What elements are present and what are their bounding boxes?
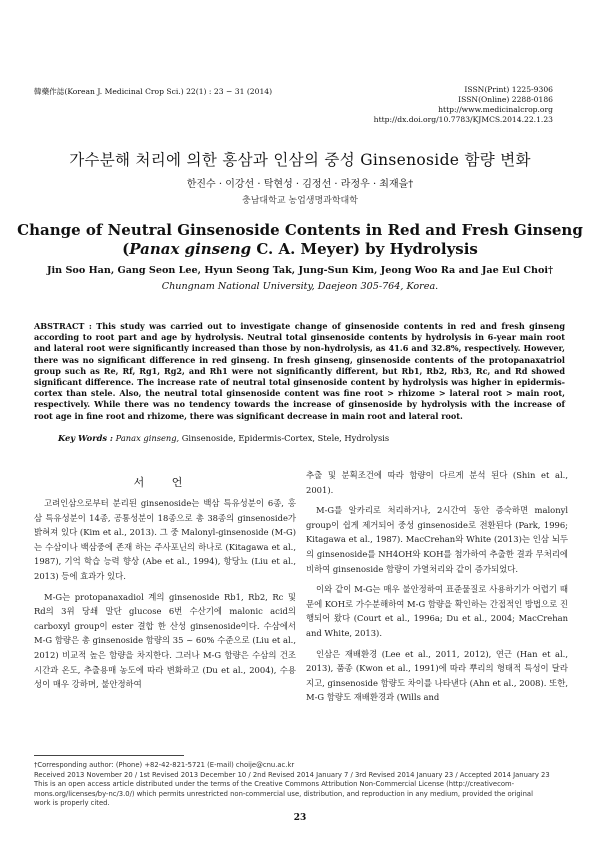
keywords-species: Panax ginseng, xyxy=(115,433,180,443)
body-column-left xyxy=(34,496,296,698)
species-name: Panax ginseng xyxy=(129,239,252,258)
affiliation-english: Chungnam National University, Daejeon 305-764, Korea. xyxy=(161,281,439,292)
authors-english: Jin Soo Han, Gang Seon Lee, Hyun Seong Tak, Jung-Sun Kim, Jeong Woo Ra and Jae Eul Choi† xyxy=(47,265,553,276)
footnotes xyxy=(34,761,566,809)
journal-citation: 韓藥作誌(Korean J. Medicinal Crop Sci.) 22(1) : 23 − 31 (2014) xyxy=(34,87,273,96)
paragraph: M-G는 protopanaxadiol 계의 ginsenoside Rb1, Rb2, Rc 및 Rd의 3위 당쇄 말단 glucose 6번 수산기에 malonic acid의 carboxyl group이 ester 결합 한 산성 ginsenoside이다. 수삼에서 M-G 함량은 총 ginsenoside 함량의 35 ~ 60% 수준으로 (Liu et al., 2012) 비교적 높은 함량을 차지한다. 그러나 M-G 함량은 수삼의 건조 시간과 온도, 추출용매 농도에 따라 변화하고 (Du et al., 2004), 수용성이 매우 강하며, 불안정하여 xyxy=(34,591,296,690)
title-english-line1: Change of Neutral Ginsenoside Contents in Red and Fresh Ginseng xyxy=(17,221,583,239)
issn-online: ISSN(Online) 2288-0186 xyxy=(458,95,553,104)
journal-info xyxy=(333,85,553,125)
received-dates: Received 2013 November 20 / 1st Revised 2013 December 10 / 2nd Revised 2014 January 7 / 3rd Revised 2014 January 23 / Accepted 2014 January 23 xyxy=(34,770,550,779)
footnote-divider xyxy=(34,755,184,756)
page-number: 23 xyxy=(293,813,307,823)
section-heading-introduction: 서 언 xyxy=(133,476,195,489)
affiliation-korean: 충남대학교 농업생명과학대학 xyxy=(242,196,358,206)
corresponding-author: †Corresponding author: (Phone) +82-42-821-5721 (E-mail) choije@cnu.ac.kr xyxy=(34,761,295,769)
license-line: mons.org/licenses/by-nc/3.0/) which permits unrestricted non-commercial use, distribution, and reproduction in any medium, provided the original xyxy=(34,789,533,798)
authors-korean: 한진수 · 이강선 · 탁현성 · 김정선 · 라정우 · 최재을† xyxy=(186,179,414,190)
keywords-label: Key Words : xyxy=(58,433,113,443)
journal-url[interactable]: http://www.medicinalcrop.org xyxy=(438,105,553,114)
issn-print: ISSN(Print) 1225-9306 xyxy=(464,85,553,94)
title-korean: 가수분해 처리에 의한 홍삼과 인삼의 중성 Ginsenoside 함량 변화 xyxy=(69,151,531,169)
paragraph: 고려인삼으로부터 분리된 ginsenoside는 백삼 특유성분이 6종, 홍삼 특유성분이 14종, 공통성분이 18종으로 총 38종의 ginsenoside가 밝혀져 있다 (Kim et al., 2013). 그 중 Malonyl-ginsenoside (M-G)는 수삼이나 백삼중에 존재 하는 주사포닌의 하나로 (Kitagawa et al., 1987), 기억 학습 능력 향상 (Abe et al., 1994), 항당뇨 (Liu et al., 2013) 등에 효과가 있다. xyxy=(34,498,296,581)
license-line: This is an open access article distributed under the terms of the Creative Commons Attribution Non-Commercial License (http://creativecom- xyxy=(34,780,515,788)
keywords-list: Ginsenoside, Epidermis-Cortex, Stele, Hydrolysis xyxy=(179,433,390,443)
paragraph: 인삼은 재배환경 (Lee et al., 2011, 2012), 연근 (Han et al., 2013), 품종 (Kwon et al., 1991)에 따라 뿌리의 형태적 특성이 달라지고, ginsenoside 함량도 차이를 나타낸다 (Ahn et al., 2008). 또한, M-G 함량도 재배환경과 (Wills and xyxy=(306,648,568,703)
license-line: work is properly cited. xyxy=(34,799,110,807)
abstract: ABSTRACT : This study was carried out to investigate change of ginsenoside contents in red and fresh ginseng according to root part and age by hydrolysis. Neutral total ginsenoside contents by hydrolysis in 6-year main root and lateral root were significantly increased than those by non-hydrolysis, as 41.6 and 32.8%, respectively. However, there was no significant difference in red ginseng. In fresh ginseng, ginsenoside contents of the protopanaxatriol group such as Re, Rf, Rg1, Rg2, and Rh1 were not significantly different, but Rb1, Rb2, Rb3, Rc, and Rd showed significant difference. The increase rate of neutral total ginsenoside content by hydrolysis was higher in epidermis-cortex than stele. Also, the neutral total ginsenoside content was fine root > rhizome > lateral root > main root, respectively. While there was no tendency towards the increase of ginsenoside by hydrolysis with the increase of root age in fine root and rhizome, there was significant decrease in main root and lateral root. xyxy=(34,321,565,421)
title-english xyxy=(0,221,600,258)
doi-link[interactable]: http://dx.doi.org/10.7783/KJMCS.2014.22.1.23 xyxy=(373,115,553,124)
title-paren: ( xyxy=(122,239,130,258)
paragraph: 이와 같이 M-G는 매우 불안정하여 표준물질로 사용하기가 어렵기 때문에 KOH로 가수분해하여 M-G 함량을 확인하는 간접적인 방법으로 진행되어 왔다 (Court et al., 1996a; Du et al., 2004; MacCrehan and White, 2013). xyxy=(306,584,568,638)
title-english-line2-rest: C. A. Meyer) by Hydrolysis xyxy=(251,239,478,258)
paragraph: 추출 및 분획조건에 따라 함량이 다르게 분석 된다 (Shin et al., 2001). xyxy=(306,470,568,495)
title-english-line2 xyxy=(0,240,600,259)
keywords xyxy=(58,433,389,443)
paragraph: M-G를 알카리로 처리하거나, 2시간여 동안 증숙하면 malonyl group이 쉽게 제거되어 중성 ginsenoside로 전환된다 (Park, 1996; Kitagawa et al., 1987). MacCrehan와 White (2013)는 인삼 뇌두의 ginsenoside를 NH4OH와 KOH를 첨가하여 추출한 결과 무처리에 비하여 ginsenoside 함량이 가열처리와 같이 증가되었다. xyxy=(306,505,568,574)
body-column-right xyxy=(306,468,568,711)
